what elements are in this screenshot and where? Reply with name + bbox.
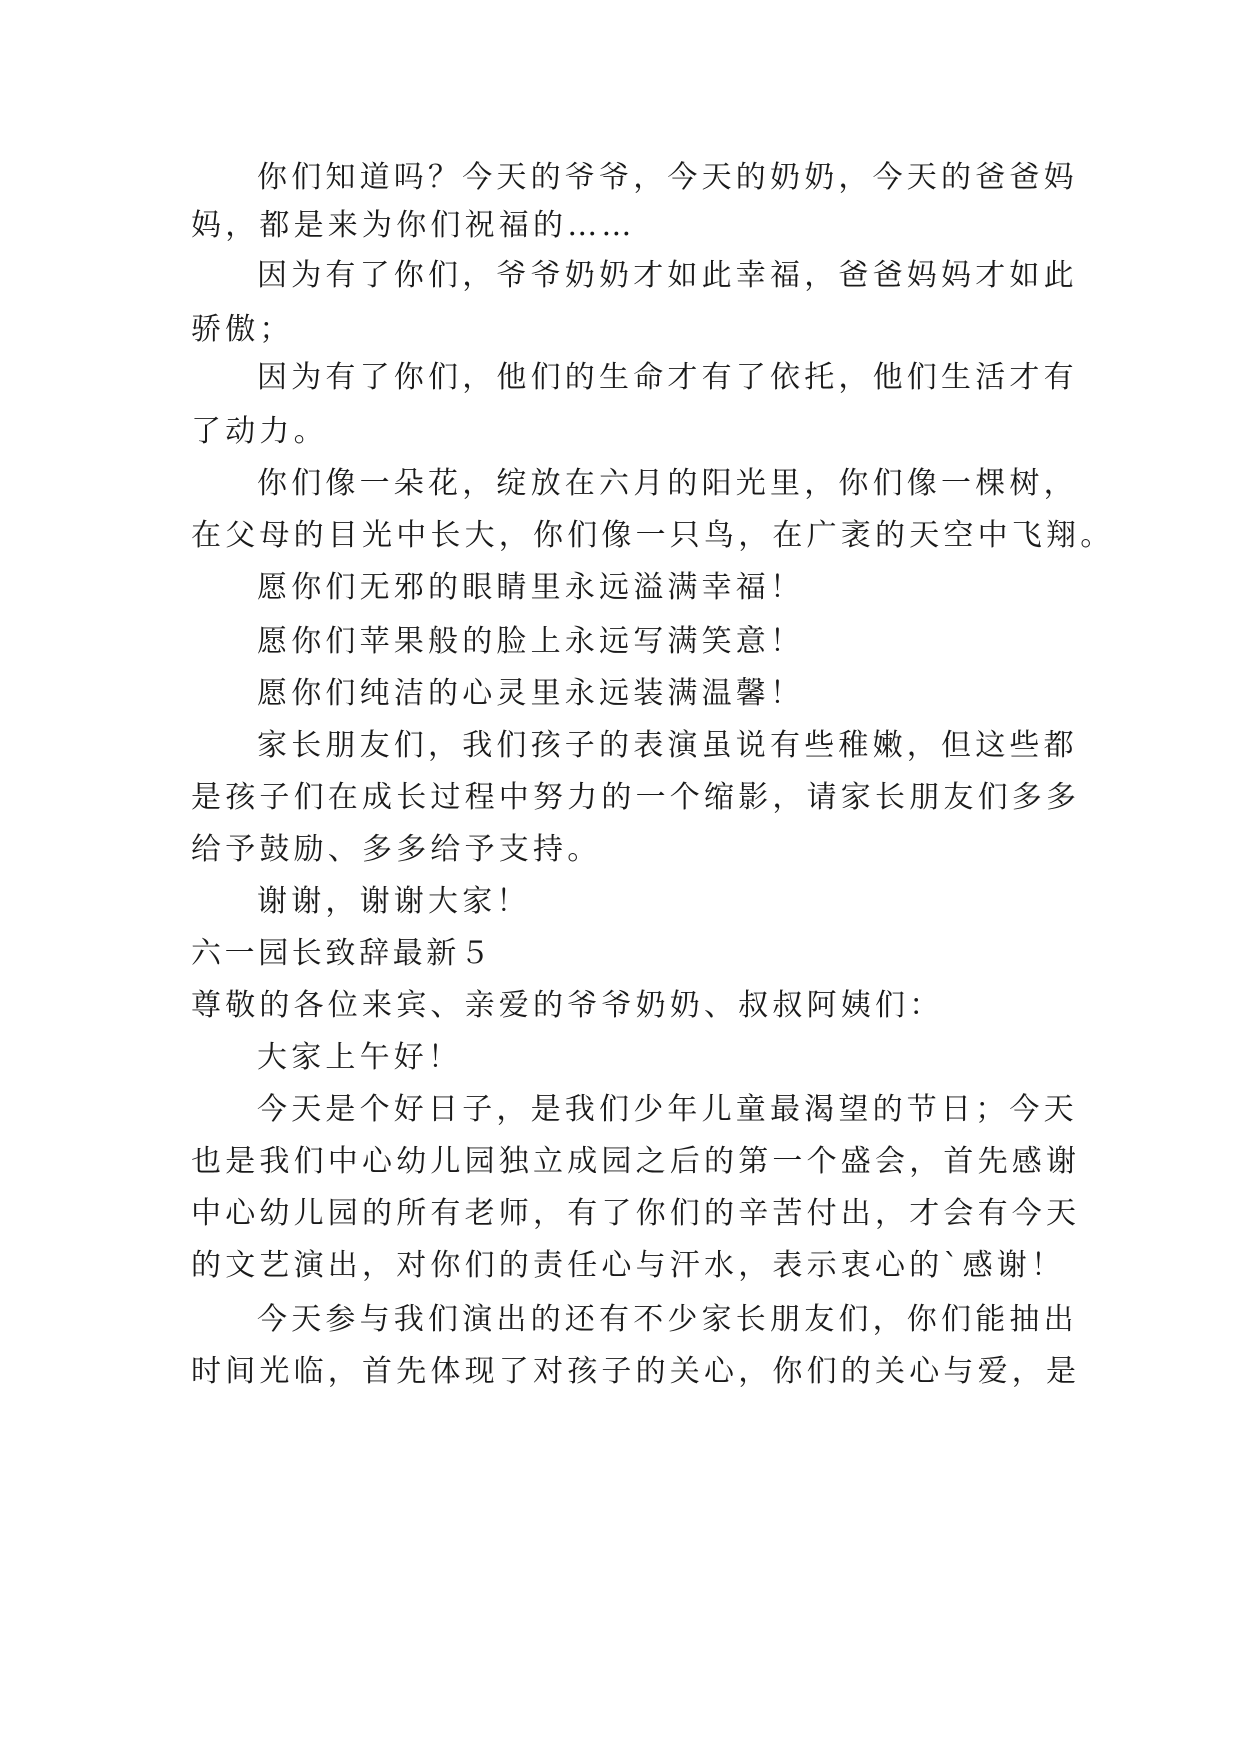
paragraph-line: 因为有了你们，爷爷奶奶才如此幸福，爸爸妈妈才如此: [257, 258, 1078, 293]
salutation-line: 尊敬的各位来宾、亲爱的爷爷奶奶、叔叔阿姨们：: [191, 988, 944, 1023]
paragraph-line: 的文艺演出，对你们的责任心与汗水，表示衷心的`感谢！: [191, 1248, 1066, 1283]
section-heading: 六一园长致辞最新５: [191, 936, 494, 971]
paragraph-line: 家长朋友们，我们孩子的表演虽说有些稚嫩，但这些都: [257, 728, 1078, 763]
paragraph-line: 骄傲；: [191, 312, 294, 347]
paragraph-line: 你们知道吗？今天的爷爷，今天的奶奶，今天的爸爸妈: [257, 160, 1078, 195]
paragraph-line: 给予鼓励、多多给予支持。: [191, 832, 602, 867]
paragraph-line: 今天参与我们演出的还有不少家长朋友们，你们能抽出: [257, 1302, 1078, 1337]
paragraph-line: 在父母的目光中长大，你们像一只鸟，在广袤的天空中飞翔。: [191, 518, 1115, 553]
paragraph-line: 愿你们苹果般的脸上永远写满笑意！: [257, 624, 805, 659]
paragraph-line: 今天是个好日子，是我们少年儿童最渴望的节日；今天: [257, 1092, 1078, 1127]
paragraph-line: 你们像一朵花，绽放在六月的阳光里，你们像一棵树，: [257, 466, 1078, 501]
paragraph-line: 也是我们中心幼儿园独立成园之后的第一个盛会，首先感谢: [191, 1144, 1081, 1179]
paragraph-line: 了动力。: [191, 414, 328, 449]
paragraph-line: 愿你们无邪的眼睛里永远溢满幸福！: [257, 570, 805, 605]
paragraph-line: 时间光临，首先体现了对孩子的关心，你们的关心与爱，是: [191, 1354, 1081, 1389]
paragraph-line: 愿你们纯洁的心灵里永远装满温馨！: [257, 676, 805, 711]
paragraph-line: 中心幼儿园的所有老师，有了你们的辛苦付出，才会有今天: [191, 1196, 1081, 1231]
greeting-line: 大家上午好！: [257, 1040, 463, 1075]
paragraph-line: 谢谢，谢谢大家！: [257, 884, 531, 919]
paragraph-line: 妈，都是来为你们祝福的……: [191, 208, 636, 243]
paragraph-line: 因为有了你们，他们的生命才有了依托，他们生活才有: [257, 360, 1078, 395]
paragraph-line: 是孩子们在成长过程中努力的一个缩影，请家长朋友们多多: [191, 780, 1081, 815]
